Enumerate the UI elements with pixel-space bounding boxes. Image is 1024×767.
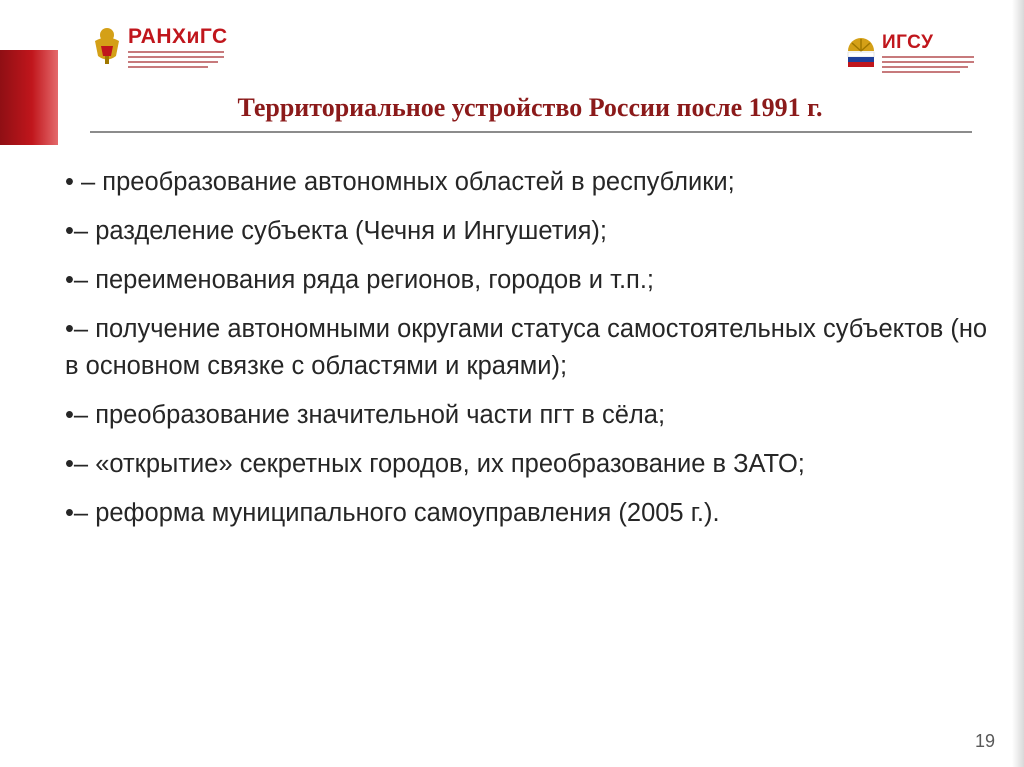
- ranepa-logo: [92, 26, 228, 68]
- igsu-logo-text: ИГСУ: [882, 32, 934, 53]
- bullet-item: •– «открытие» секретных городов, их преобразование в ЗАТО;: [65, 450, 805, 478]
- bullet-item: • – преобразование автономных областей в республики;: [65, 168, 735, 196]
- red-accent-bar: [0, 50, 58, 145]
- ranepa-logo-caption: [128, 51, 228, 68]
- igsu-logo-caption: [882, 56, 974, 73]
- ranepa-logo-text: РАНХиГС: [128, 25, 228, 48]
- bullet-item: •– переименования ряда регионов, городов и т.п.;: [65, 266, 655, 294]
- slide-edge-shadow: [1012, 0, 1024, 767]
- slide-title: Территориальное устройство России после 1991 г.: [237, 93, 823, 122]
- double-headed-eagle-icon: [92, 26, 122, 66]
- page-number: 19: [975, 731, 996, 751]
- bullet-item: •– преобразование значительной части пгт в сёла;: [65, 401, 666, 429]
- bullet-item: •– разделение субъекта (Чечня и Ингушетия);: [65, 217, 608, 245]
- bullet-list: [65, 164, 995, 544]
- title-divider: [90, 131, 972, 133]
- bullet-item: •– реформа муниципального самоуправления (2005 г.).: [65, 499, 720, 527]
- igsu-logo: [846, 33, 974, 73]
- bullet-item: •– получение автономными округами статуса самостоятельных субъектов (но в основном связке с областями и краями);: [65, 315, 988, 380]
- igsu-emblem-icon: [846, 33, 876, 67]
